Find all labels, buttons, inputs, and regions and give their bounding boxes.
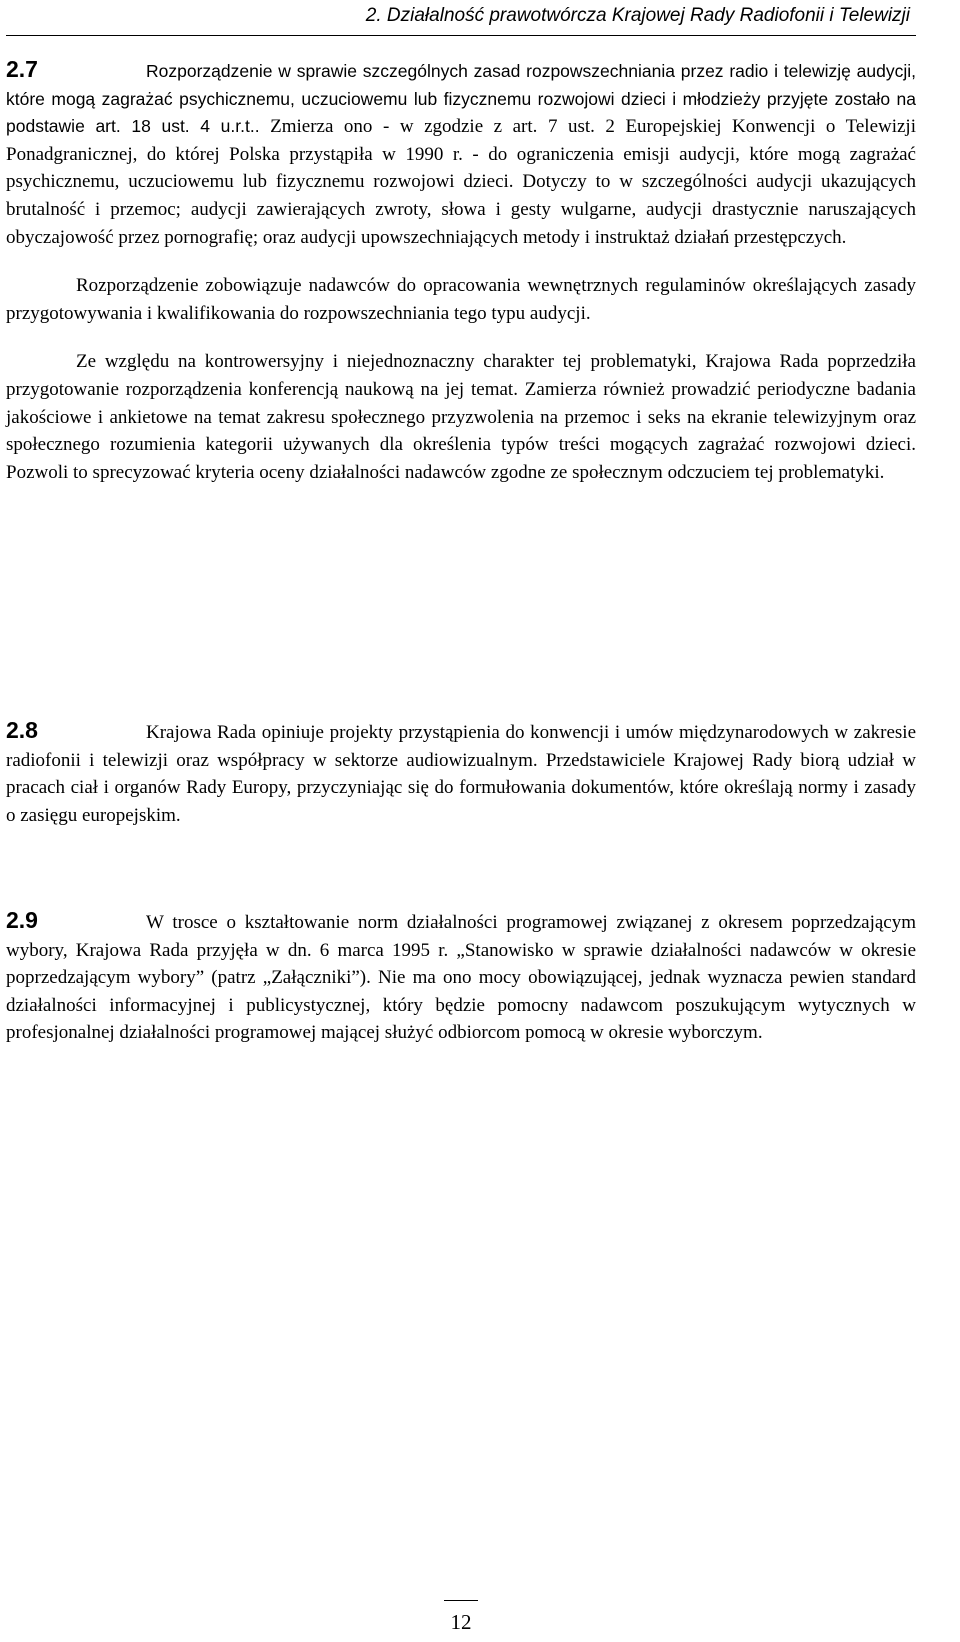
section-2-9	[6, 907, 916, 1047]
paragraph-text: Krajowa Rada opiniuje projekty przystąpienia do konwencji i umów międzynarodowych w zakresie radiofonii i telewizji oraz współpracy w sektorze audiowizualnym. Przedstawiciele Krajowej Rady biorą udział w pracach ciał i organów Rady Europy, przyczyniając się do formułowania dokumentów, które określają normy i zasady o zasięgu europejskim.	[6, 722, 916, 826]
section-number: 2.7	[6, 56, 38, 82]
section-number: 2.8	[6, 717, 38, 743]
paragraph	[6, 907, 916, 1047]
running-header: 2. Działalność prawotwórcza Krajowej Rady Radiofonii i Telewizji	[365, 5, 910, 26]
section-2-7	[6, 56, 916, 486]
paragraph-text: W trosce o kształtowanie norm działalności programowej związanej z okresem poprzedzającym wybory, Krajowa Rada przyjęła w dn. 6 marca 1995 r. „Stanowisko w sprawie działalności nadawców w okresie poprzedzającym wybory” (patrz „Załączniki”). Nie ma ono mocy obowiązującej, jednak wyznacza pewien standard działalności informacyjnej i publicystycznej, który będzie pomocny nadawcom poszukującym wytycznych w profesjonalnej działalności programowej mającej służyć odbiorcom pomocą w okresie wyborczym.	[6, 912, 916, 1044]
paragraph: Ze względu na kontrowersyjny i niejednoznaczny charakter tej problematyki, Krajowa Rada poprzedziła przygotowanie rozporządzenia konferencją naukową na jej temat. Zamierza również prowadzić periodyczne badania jakościowe i ankietowe na temat zakresu społecznego przyzwolenia na przemoc i seks na ekranie telewizyjnym oraz społecznego rozumienia kategorii używanych dla określenia typów treści mogących zagrażać rozwojowi dzieci. Pozwoli to sprecyzować kryteria oceny działalności nadawców zgodne ze społecznym odczuciem tej problematyki.	[6, 351, 916, 483]
paragraph: Rozporządzenie zobowiązuje nadawców do opracowania wewnętrznych regulaminów określających zasady przygotowywania i kwalifikowania do rozpowszechniania tego typu audycji.	[6, 275, 916, 324]
header-rule	[6, 35, 916, 36]
section-number: 2.9	[6, 907, 38, 933]
paragraph-lead: Rozporządzenie w sprawie szczególnych zasad rozpowszechniania przez radio i telewizję audycji, które mogą zagrażać psychicznemu, uczuciowemu lub fizycznemu rozwojowi dzieci i młodzieży przyjęte zostało na podstawie art. 18 ust. 4 u.r.t..	[6, 61, 916, 137]
paragraph-text: Zmierza ono - w zgodzie z art. 7 ust. 2 Europejskiej Konwencji o Telewizji Ponadgranicznej, do której Polska przystąpiła w 1990 r. - do ograniczenia emisji audycji, które mogą zagrażać psychicznemu, uczuciowemu lub fizycznemu rozwojowi dzieci. Dotyczy to w szczególności audycji ukazujących brutalność i przemoc; audycji zawierających zwroty, słowa i gesty wulgarne, audycji drastycznie naruszających obyczajowość przez pornografię; oraz audycji upowszechniających metody i instruktaż działań przestępczych.	[6, 116, 916, 248]
page-number: 12	[450, 1610, 472, 1634]
footer-rule	[444, 1600, 478, 1601]
paragraph	[6, 56, 916, 251]
section-2-8	[6, 717, 916, 829]
paragraph	[6, 717, 916, 829]
